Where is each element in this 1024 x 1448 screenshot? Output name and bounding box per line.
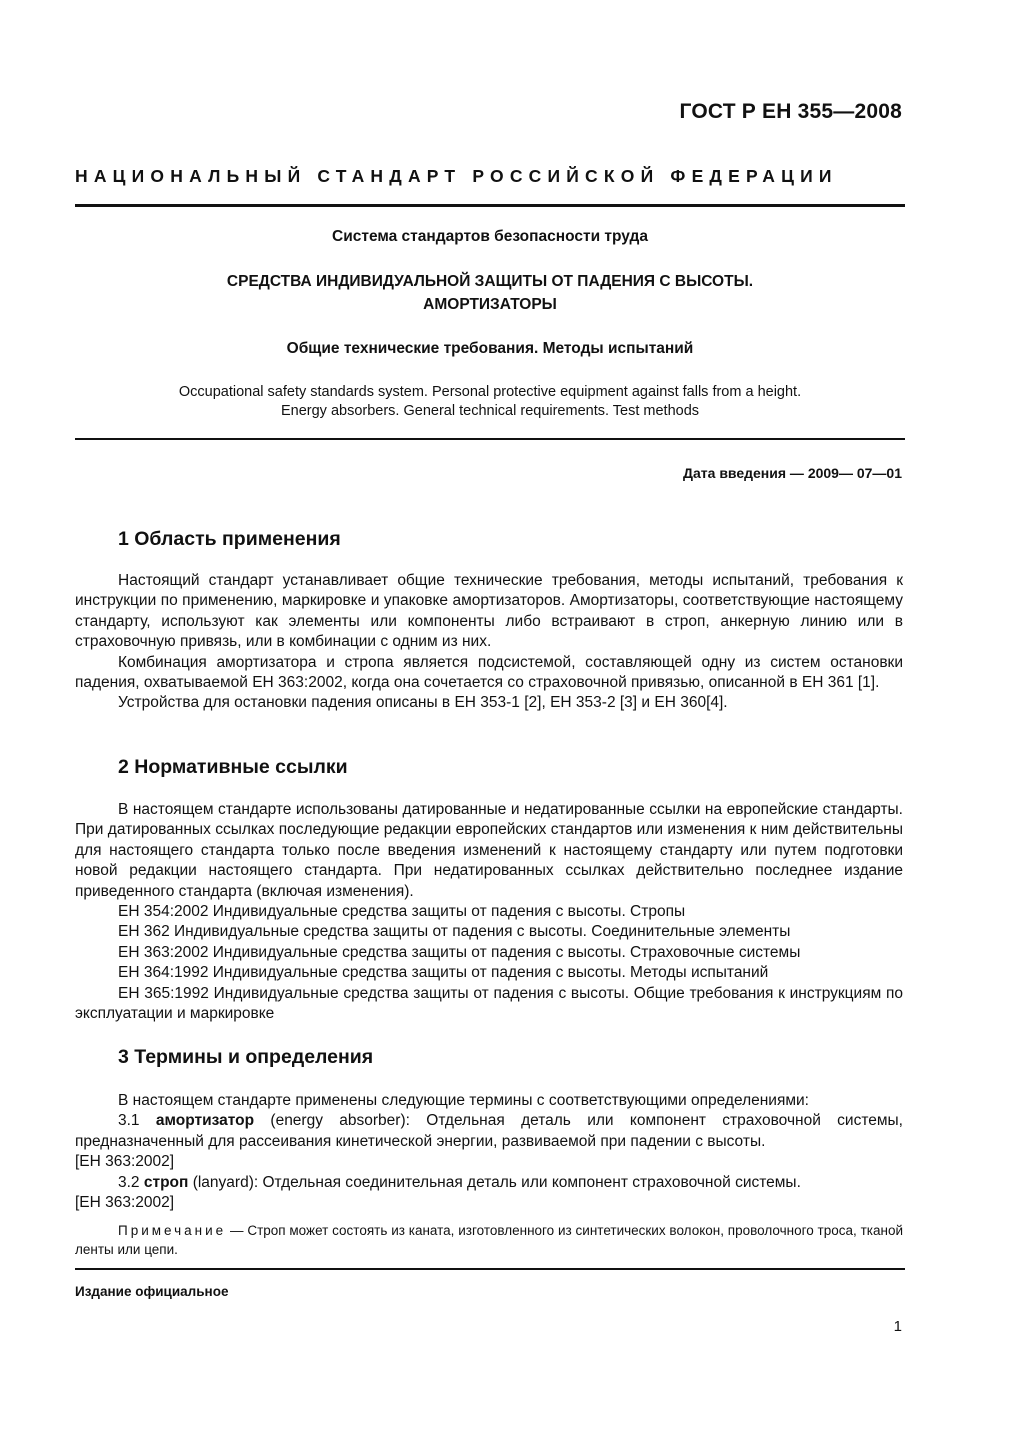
term-number: 3.2 bbox=[118, 1173, 140, 1191]
term-text: (lanyard): Отдельная соединительная деталь или компонент страховочной системы. bbox=[192, 1173, 801, 1191]
paragraph: Устройства для остановки падения описаны в ЕН 353-1 [2], ЕН 353-2 [3] и ЕН 360[4]. bbox=[118, 694, 728, 712]
term-source: [ЕН 363:2002] bbox=[75, 1194, 175, 1212]
paragraph: Комбинация амортизатора и стропа является подсистемой, составляющей одну из систем остановки падения, охватываемой ЕН 363:2002, когда она сочетается со страховочной привязью, описанной в ЕН 361 [1]. bbox=[75, 653, 903, 692]
section-2-heading: 2 Нормативные ссылки bbox=[118, 756, 348, 778]
english-title bbox=[75, 383, 905, 421]
title-divider bbox=[75, 438, 905, 440]
reference-item: ЕН 354:2002 Индивидуальные средства защиты от падения с высоты. Стропы bbox=[118, 903, 686, 921]
term-source: [ЕН 363:2002] bbox=[75, 1153, 175, 1171]
footer-divider bbox=[75, 1268, 905, 1270]
term-text: (energy absorber): Отдельная деталь или компонент страховочной системы, предназначенный для рассеивания кинетической энергии, развиваемой при падении с высоты. bbox=[75, 1112, 903, 1150]
paragraph: В настоящем стандарте применены следующие термины с соответствующими определениями: bbox=[118, 1092, 809, 1109]
gost-code: ГОСТ Р ЕН 355—2008 bbox=[679, 100, 902, 123]
header-divider bbox=[75, 204, 905, 207]
official-edition: Издание официальное bbox=[75, 1284, 229, 1299]
reference-item: ЕН 363:2002 Индивидуальные средства защиты от падения с высоты. Страховочные системы bbox=[118, 943, 801, 961]
term-name: амортизатор bbox=[155, 1112, 255, 1130]
title-line-2: АМОРТИЗАТОРЫ bbox=[423, 296, 557, 313]
section-3-heading: 3 Термины и определения bbox=[118, 1046, 374, 1068]
term-name: строп bbox=[143, 1173, 189, 1191]
reference-item: ЕН 364:1992 Индивидуальные средства защиты от падения с высоты. Методы испытаний bbox=[118, 964, 769, 982]
title-line-1: СРЕДСТВА ИНДИВИДУАЛЬНОЙ ЗАЩИТЫ ОТ ПАДЕНИЯ С ВЫСОТЫ. bbox=[226, 273, 754, 290]
introduction-date: Дата введения — 2009— 07—01 bbox=[683, 465, 902, 481]
section-1-body bbox=[75, 571, 903, 714]
english-line-1: Occupational safety standards system. Personal protective equipment against falls from a height. bbox=[178, 384, 802, 400]
section-3-body bbox=[75, 1091, 903, 1213]
term-number: 3.1 bbox=[118, 1112, 140, 1130]
note bbox=[75, 1221, 903, 1259]
page-number: 1 bbox=[893, 1318, 902, 1335]
paragraph: Настоящий стандарт устанавливает общие технические требования, методы испытаний, требования к инструкции по применению, маркировке и упаковке амортизаторов. Амортизаторы, соответствующие настоящему стандарту, используют как элементы или компоненты либо встраивают в строп, анкерную линию или в страховочную привязь, или в комбинации с одним из них. bbox=[75, 572, 903, 651]
term-definition bbox=[75, 1173, 903, 1193]
note-text: — Строп может состоять из каната, изготовленного из синтетических волокон, проволочного троса, тканой ленты или цепи. bbox=[75, 1223, 903, 1257]
reference-item: ЕН 365:1992 Индивидуальные средства защиты от падения с высоты. Общие требования к инструкциям по эксплуатации и маркировке bbox=[75, 984, 903, 1023]
section-2-body bbox=[75, 800, 903, 1024]
document-subtitle: Общие технические требования. Методы испытаний bbox=[286, 340, 694, 357]
reference-item: ЕН 362 Индивидуальные средства защиты от падения с высоты. Соединительные элементы bbox=[118, 923, 791, 941]
standards-system: Система стандартов безопасности труда bbox=[332, 228, 648, 245]
english-line-2: Energy absorbers. General technical requirements. Test methods bbox=[280, 403, 700, 419]
note-label: Примечание bbox=[118, 1223, 227, 1238]
paragraph: В настоящем стандарте использованы датированные и недатированные ссылки на европейские стандарты. При датированных ссылках последующие редакции европейских стандартов или изменения к ним действительны для настоящего стандарта только после введения изменений к настоящему стандарту или путем подготовки новой редакции настоящего стандарта. При недатированных ссылках действительно последнее издание приведенного стандарта (включая изменения). bbox=[75, 801, 903, 900]
term-definition bbox=[75, 1111, 903, 1152]
national-standard-banner: НАЦИОНАЛЬНЫЙ СТАНДАРТ РОССИЙСКОЙ ФЕДЕРАЦИИ bbox=[75, 166, 838, 186]
document-title bbox=[75, 270, 905, 316]
section-1-heading: 1 Область применения bbox=[118, 528, 341, 550]
